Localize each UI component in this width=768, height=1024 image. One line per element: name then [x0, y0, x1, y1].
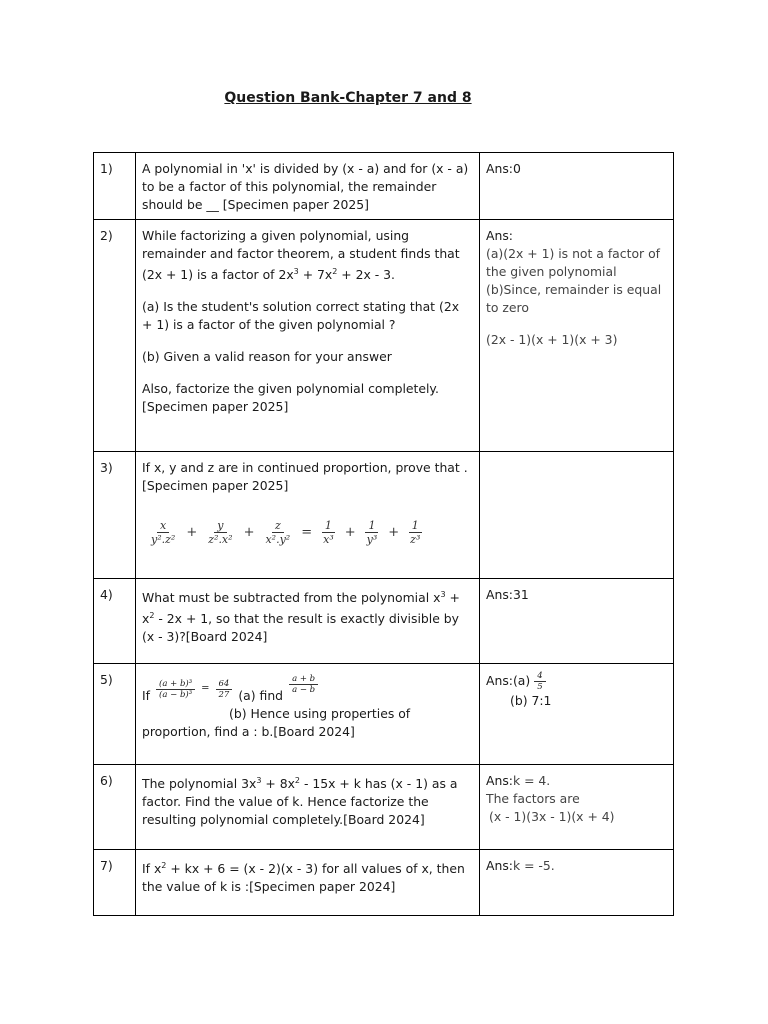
- question-part-b: (b) Given a valid reason for your answer: [142, 349, 392, 365]
- answer-cell: [480, 664, 674, 765]
- question-number: 7): [94, 850, 136, 916]
- question-number: 3): [94, 452, 136, 579]
- answer-factors: (x - 1)(3x - 1)(x + 4): [489, 809, 615, 824]
- question-text: A polynomial in 'x' is divided by (x - a) and for (x - a) to be a factor of this polynomial, the remainder should be __ [Specimen paper 2025]: [136, 153, 480, 220]
- question-part-c: Also, factorize the given polynomial completely.[Specimen paper 2025]: [142, 381, 439, 415]
- answer-part-b: (b)Since, remainder is equal to zero: [486, 282, 662, 315]
- answer-text: Ans:31: [480, 579, 674, 664]
- fraction: $\frac{1}{\text{z³}}$: [410, 519, 421, 546]
- fraction: $\frac{64}{27}$: [216, 679, 233, 700]
- question-cell: [136, 220, 480, 452]
- answer-label: Ans:: [486, 228, 513, 243]
- fraction: $\frac{a + b}{a - b}$: [289, 674, 318, 695]
- answer-cell: [480, 850, 674, 916]
- question-line: If $\frac{\text{(a + b)³}}{\text{(a − b)³}}$ = $\frac{64}{27}$ (a) find $\frac{a + b}{a - b}$: [142, 673, 473, 705]
- table-row: [94, 579, 674, 664]
- answer-part-a: (a)(2x + 1) is not a factor of the given polynomial: [486, 246, 661, 279]
- answer-cell: [480, 220, 674, 452]
- answer-line: Ans:(a) $\frac{4}{5}$: [486, 671, 667, 692]
- answer-line: Ans:k = -5.: [486, 858, 555, 873]
- answer-text: [480, 452, 674, 579]
- question-cell: [136, 452, 480, 579]
- question-part-b: (b) Hence using properties of proportion, find a : b.[Board 2024]: [142, 706, 411, 739]
- answer-text: Ans:0: [480, 153, 674, 220]
- question-text: If x, y and z are in continued proportion, prove that .[Specimen paper 2025]: [142, 460, 468, 493]
- answer-cell: [480, 765, 674, 850]
- table-row: [94, 664, 674, 765]
- table-row: [94, 220, 674, 452]
- answer-part-b: (b) 7:1: [510, 693, 552, 708]
- proportion-equation: $\frac{x}{\text{y².z²}}$ + $\frac{y}{\text{z².x²}}$ + $\frac{z}{\text{x².y²}}$ = $\frac{1}{\text{x³}}$ + $\frac{1}{\text{y³}}$ + $\frac{1}{\text{z³}}$: [148, 519, 473, 546]
- page-title: Question Bank-Chapter 7 and 8: [224, 90, 472, 106]
- fraction: $\frac{1}{\text{x³}}$: [323, 519, 334, 546]
- question-number: 2): [94, 220, 136, 452]
- fraction: $\frac{z}{\text{x².y²}}$: [265, 519, 291, 546]
- question-number: 6): [94, 765, 136, 850]
- question-part-a: (a) Is the student's solution correct stating that (2x + 1) is a factor of the given polynomial ?: [142, 299, 460, 333]
- fraction: $\frac{y}{\text{z².x²}}$: [208, 519, 233, 546]
- question-number: 4): [94, 579, 136, 664]
- question-text: What must be subtracted from the polynomial $x^3 + x^2 - 2x + 1$, so that the result is exactly divisible by (x - 3)?[Board 2024]: [136, 579, 480, 664]
- answer-line: Ans:k = 4.: [486, 773, 551, 788]
- question-cell: [136, 664, 480, 765]
- question-text: While factorizing a given polynomial, using remainder and factor theorem, a student finds that (2x + 1) is a factor of $2x^3 + 7x^2 + 2x - 3$.: [142, 228, 460, 283]
- fraction: $\frac{\text{(a + b)³}}{\text{(a − b)³}}$: [156, 679, 195, 700]
- question-text: The polynomial $3x^3 + 8x^2 - 15x + k$ has (x - 1) as a factor. Find the value of k. Hence factorize the resulting polynomial completely.[Board 2024]: [136, 765, 480, 850]
- question-table: [93, 152, 674, 916]
- question-text: If $x^2$ + kx + 6 = (x - 2)(x - 3) for all values of x, then the value of k is :[Specimen paper 2024]: [136, 850, 480, 916]
- table-row: [94, 850, 674, 916]
- table-row: [94, 765, 674, 850]
- table-row: [94, 153, 674, 220]
- fraction: $\frac{x}{\text{y².z²}}$: [151, 519, 176, 546]
- answer-factors: (2x - 1)(x + 1)(x + 3): [486, 332, 618, 347]
- fraction: $\frac{4}{5}$: [534, 671, 545, 692]
- fraction: $\frac{1}{\text{y³}}$: [366, 519, 378, 546]
- question-number: 5): [94, 664, 136, 765]
- question-number: 1): [94, 153, 136, 220]
- answer-text: The factors are: [486, 791, 580, 806]
- table-row: [94, 452, 674, 579]
